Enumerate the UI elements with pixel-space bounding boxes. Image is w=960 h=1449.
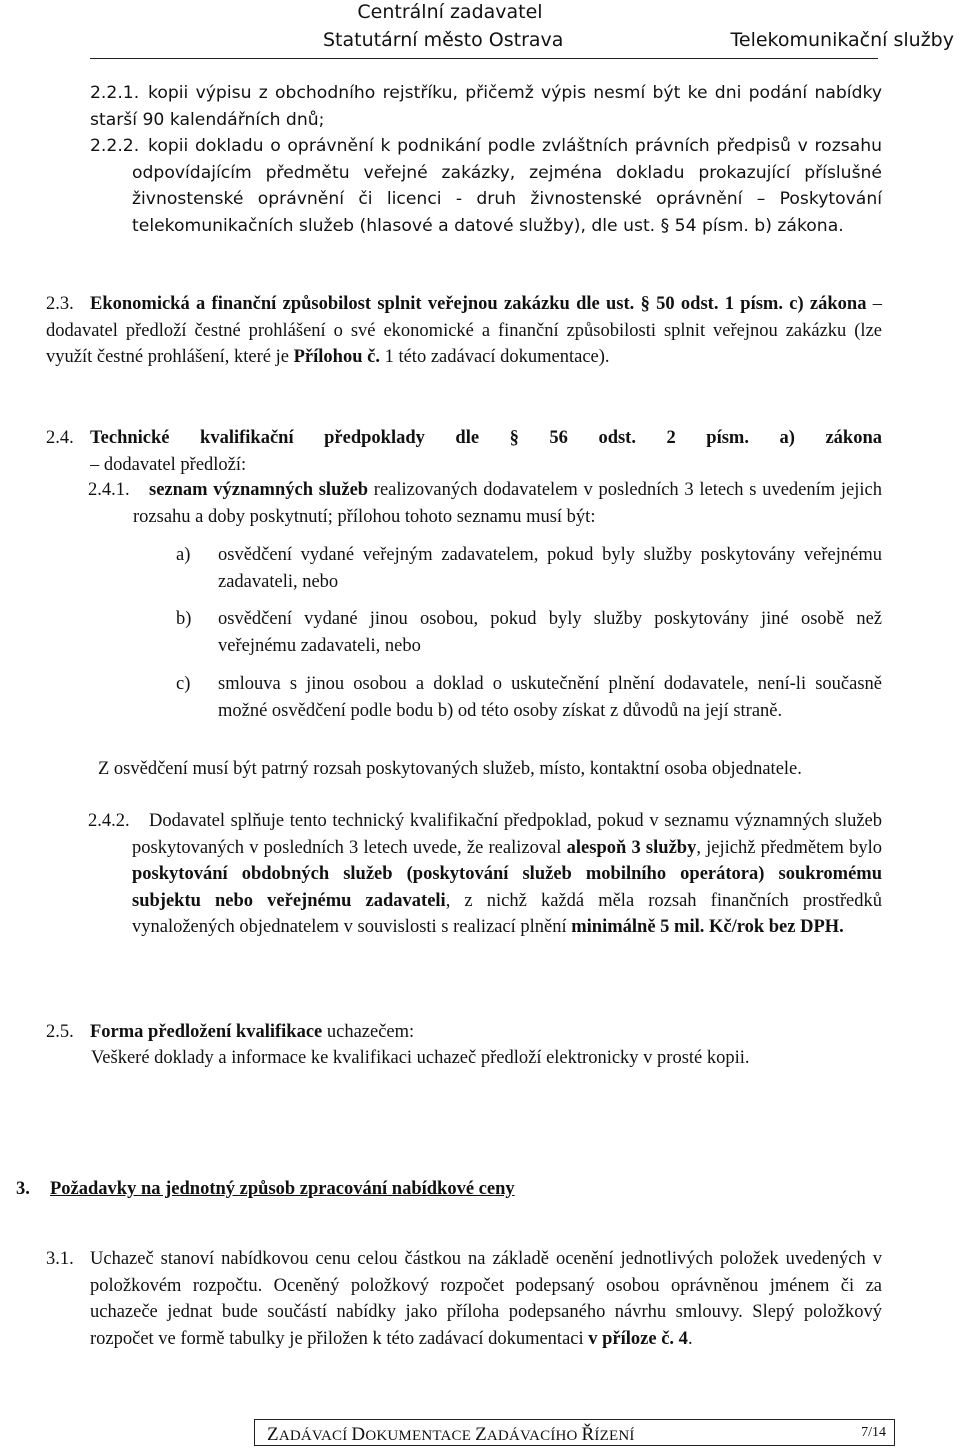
list-text: smlouva s jinou osobou a doklad o uskutečnění plnění dodavatele, není-li současně možné osvědčení podle bodu b) od této osoby získat z důvodů na její straně.	[218, 674, 882, 721]
section-heading: Technické kvalifikační předpoklady dle § 56 odst. 2 písm. a) zákona	[90, 428, 882, 448]
list-text: osvědčení vydané veřejným zadavatelem, pokud byly služby poskytovány veřejnému zadavateli, nebo	[218, 545, 882, 592]
section-2-3	[46, 291, 882, 371]
header-title: Centrální zadavatel	[357, 1, 543, 23]
section-2-2-2	[90, 133, 882, 239]
section-2-2-1	[90, 80, 882, 133]
section-number: 3.	[16, 1179, 30, 1199]
section-text: Uchazeč stanoví nabídkovou cenu celou částkou na základě ocenění jednotlivých položek uvedených v položkovém rozpočtu. Oceněný položkový rozpočet podepsaný osobou oprávněnou jménem či za uchazeče jednat bude součástí nabídky jako příloha podepsaného návrhu smlouvy. Slepý položkový rozpočet ve formě tabulky je přiložen k této zadávací dokumentaci v příloze č. 4.	[90, 1249, 882, 1349]
header-rule	[90, 58, 878, 59]
section-heading-cont: – dodavatel předloží:	[90, 454, 247, 475]
footer-doc-title: ZADÁVACÍ DOKUMENTACE ZADÁVACÍHO ŘÍZENÍ	[267, 1424, 635, 1445]
section-2-5	[46, 1019, 882, 1046]
list-text: osvědčení vydané jinou osobou, pokud byly služby poskytovány jiné osobě než veřejnému zadavateli, nebo	[218, 609, 882, 656]
section-heading: Forma předložení kvalifikace uchazečem:	[90, 1022, 415, 1042]
list-letter: a)	[176, 545, 191, 565]
section-text: Ekonomická a finanční způsobilost splnit veřejnou zakázku dle ust. § 50 odst. 1 písm. c) zákona – dodavatel předloží čestné prohlášení o své ekonomické a finanční způsobilosti splnit veřejnou zakázku (lze využít čestné prohlášení, které je Přílohou č. 1 této zadávací dokumentace).	[46, 294, 882, 367]
section-text: kopii výpisu z obchodního rejstříku, přičemž výpis nesmí být ke dni podání nabídky starší 90 kalendářních dnů;	[90, 83, 882, 130]
note-text: Z osvědčení musí být patrný rozsah poskytovaných služeb, místo, kontaktní osoba objednatele.	[98, 759, 802, 779]
list-item	[176, 671, 882, 724]
list-letter: b)	[176, 609, 192, 629]
section-title: Požadavky na jednotný způsob zpracování nabídkové ceny	[50, 1179, 515, 1199]
section-text: Dodavatel splňuje tento technický kvalifikační předpoklad, pokud v seznamu významných služeb poskytovaných v posledních 3 letech uvede, že realizoval alespoň 3 služby, jejichž předmětem bylo poskytování obdobných služeb (poskytování služeb mobilního operátora) soukromému subjektu nebo veřejnému zadavateli, z nichž každá měla rozsah finančních prostředků vynaložených objednatelem v souvislosti s realizací plnění minimálně 5 mil. Kč/rok bez DPH.	[132, 811, 882, 937]
section-number: 2.5.	[46, 1022, 74, 1042]
section-3-1	[46, 1246, 882, 1352]
section-number: 2.2.1.	[90, 83, 140, 103]
section-2-4	[46, 425, 882, 478]
header-right: Telekomunikační služby	[730, 29, 954, 51]
page-number: 7/14	[861, 1425, 886, 1440]
section-text: seznam významných služeb realizovaných dodavatelem v posledních 3 letech s uvedením jejich rozsahu a doby poskytnutí; přílohou tohoto seznamu musí být:	[133, 480, 882, 527]
page-footer	[254, 1419, 895, 1446]
section-2-4-1	[88, 477, 882, 530]
section-number: 2.2.2.	[90, 136, 140, 156]
section-number: 2.4.2.	[88, 811, 130, 831]
section-text: Veškeré doklady a informace ke kvalifikaci uchazeč předloží elektronicky v prosté kopii.	[91, 1048, 750, 1068]
list-item	[176, 542, 882, 595]
section-number: 2.4.1.	[88, 480, 130, 500]
list-letter: c)	[176, 674, 191, 694]
section-number: 2.4.	[46, 428, 74, 448]
section-number: 3.1.	[46, 1249, 74, 1269]
list-item	[176, 606, 882, 659]
header-left: Statutární město Ostrava	[323, 29, 564, 51]
section-text: kopii dokladu o oprávnění k podnikání podle zvláštních právních předpisů v rozsahu odpovídajícím předmětu veřejné zakázky, zejména dokladu prokazující příslušné živnostenské oprávnění či licenci - druh živnostenské oprávnění – Poskytování telekomunikačních služeb (hlasové a datové služby), dle ust. § 54 písm. b) zákona.	[132, 136, 882, 236]
section-number: 2.3.	[46, 294, 74, 314]
section-2-4-2	[88, 808, 882, 941]
